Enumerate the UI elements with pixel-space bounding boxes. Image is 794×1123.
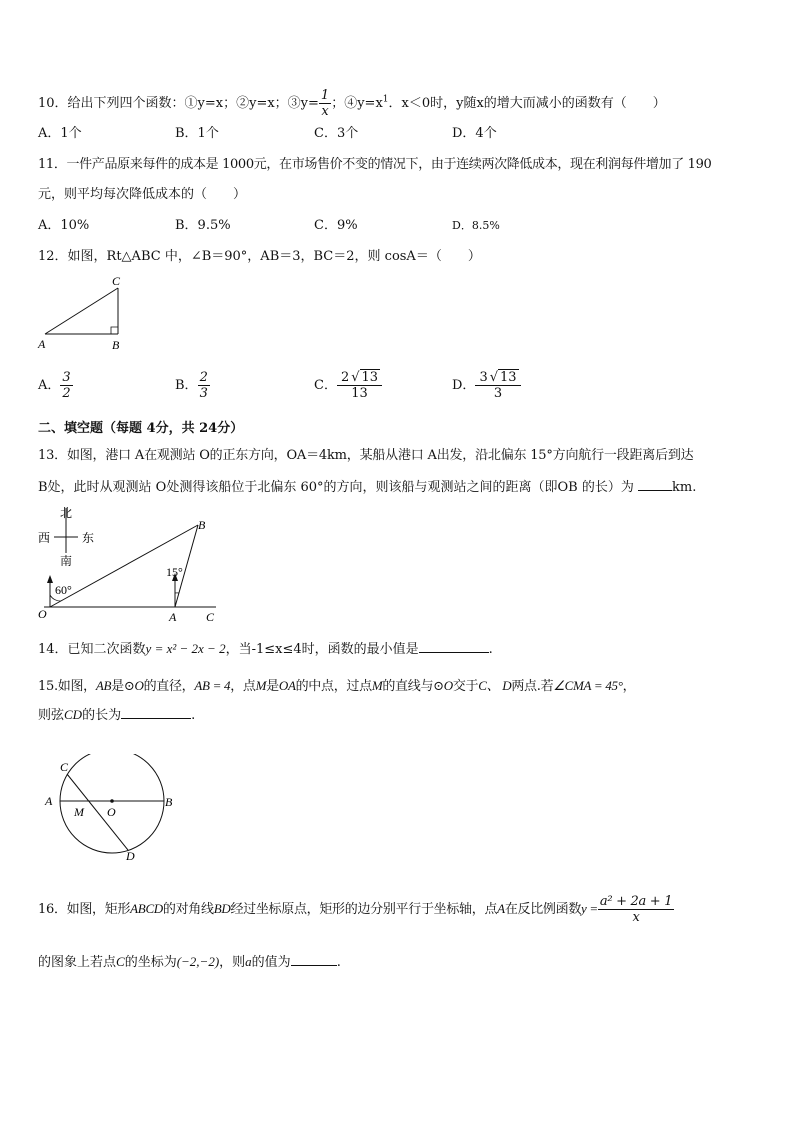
- q15-answer-blank[interactable]: [121, 718, 191, 719]
- q13-east: 东: [82, 531, 95, 545]
- q12-option-d[interactable]: D． $\frac{3 √ 13}{3}$: [452, 370, 521, 401]
- q13-label-a: A: [169, 610, 177, 624]
- q12-label-b: B: [112, 338, 120, 352]
- q13-label-c: C: [206, 610, 215, 624]
- q13-south: 南: [60, 554, 73, 568]
- q12-option-c[interactable]: C． $\frac{2 √ 13}{13}$: [314, 370, 382, 401]
- q11-option-c[interactable]: C．9%: [314, 218, 358, 233]
- q10-fraction: $\frac{1}{x}$: [320, 88, 330, 119]
- q16-line2: 的图象上若点C的坐标为(−2,−2)，则a的值为 .: [38, 954, 341, 970]
- q13-west: 西: [38, 531, 51, 545]
- q12-label-c: C: [112, 274, 121, 288]
- q11-line2: 元，则平均每次降低成本的（ ）: [38, 187, 247, 202]
- q13-angle-60: 60°: [55, 583, 72, 597]
- q10-option-a[interactable]: A．1个: [38, 126, 82, 141]
- q14-stem: 14．已知二次函数y = x² − 2x − 2，当-1≤x≤4时，函数的最小值是 .: [38, 641, 493, 657]
- q15-label-a: A: [45, 794, 53, 808]
- q10-option-c[interactable]: C．3个: [314, 126, 359, 141]
- q11-option-a[interactable]: A．10%: [38, 218, 90, 233]
- q12-option-b[interactable]: B． $\frac{2}{3}$: [175, 370, 208, 401]
- q16-line1: 16．如图，矩形ABCD的对角线BD经过坐标原点，矩形的边分别平行于坐标轴，点A在反比例函数y = $\frac{\text{a² + 2a + 1}}{x}$: [38, 894, 673, 925]
- q11-option-d[interactable]: D．8.5%: [452, 219, 500, 232]
- q10-stem: 10．给出下列四个函数：①y=x；②y=x；③y= $\frac{1}{x}$ ；$④y=x^1$．x＜0时，y随x的增大而减小的函数有（ ）: [38, 88, 666, 119]
- q10-option-d[interactable]: D．4个: [452, 126, 497, 141]
- q12-label-a: A: [38, 337, 46, 351]
- q16-fraction: $\frac{\text{a² + 2a + 1}}{x}$: [599, 894, 673, 925]
- q12-stem: 12．如图，Rt△ABC 中，∠B＝90°，AB＝3，BC＝2，则 cosA＝（ ）: [38, 249, 481, 264]
- q11-line1: 11．一件产品原来每件的成本是 1000元，在市场售价不变的情况下，由于连续两次降低成本，现在利润每件增加了 190: [38, 157, 712, 172]
- q10-option-b[interactable]: B．1个: [175, 126, 219, 141]
- q15-label-c: C: [60, 760, 69, 774]
- q11-option-b[interactable]: B．9.5%: [175, 218, 231, 233]
- q12-option-a[interactable]: A． $\frac{3}{2}$: [38, 370, 71, 401]
- q15-label-m: M: [74, 805, 84, 819]
- section-title-fill-blank: 二、填空题（每题 4分，共 24分）: [38, 421, 244, 436]
- q14-answer-blank[interactable]: [419, 652, 489, 653]
- q16-answer-blank[interactable]: [291, 965, 337, 966]
- q15-label-d: D: [126, 849, 135, 863]
- q15-label-o: O: [107, 805, 116, 819]
- q13-label-b: B: [198, 518, 206, 532]
- q15-line2: 则弦CD的长为 .: [38, 707, 196, 723]
- q13-angle-15: 15°: [166, 565, 183, 579]
- q13-bearing-figure: [34, 503, 224, 625]
- q15-label-b: B: [165, 795, 173, 809]
- q13-line2: B处，此时从观测站 O处测得该船位于北偏东 60°的方向，则该船与观测站之间的距离（即OB 的长）为 km.: [38, 480, 697, 495]
- q13-label-o: O: [38, 607, 47, 621]
- q13-north: 北: [60, 506, 73, 520]
- q13-line1: 13．如图，港口 A在观测站 O的正东方向，OA＝4km，某船从港口 A出发，沿北偏东 15°方向航行一段距离后到达: [38, 448, 694, 463]
- q12-triangle-figure: [34, 272, 134, 354]
- q13-answer-blank[interactable]: [638, 490, 672, 491]
- q15-circle-figure: [40, 754, 190, 866]
- q15-line1: 15.如图，AB是⊙O的直径，AB = 4，点M是OA的中点，过点M的直线与⊙O交于C、 D两点.若∠CMA = 45°，: [38, 678, 636, 694]
